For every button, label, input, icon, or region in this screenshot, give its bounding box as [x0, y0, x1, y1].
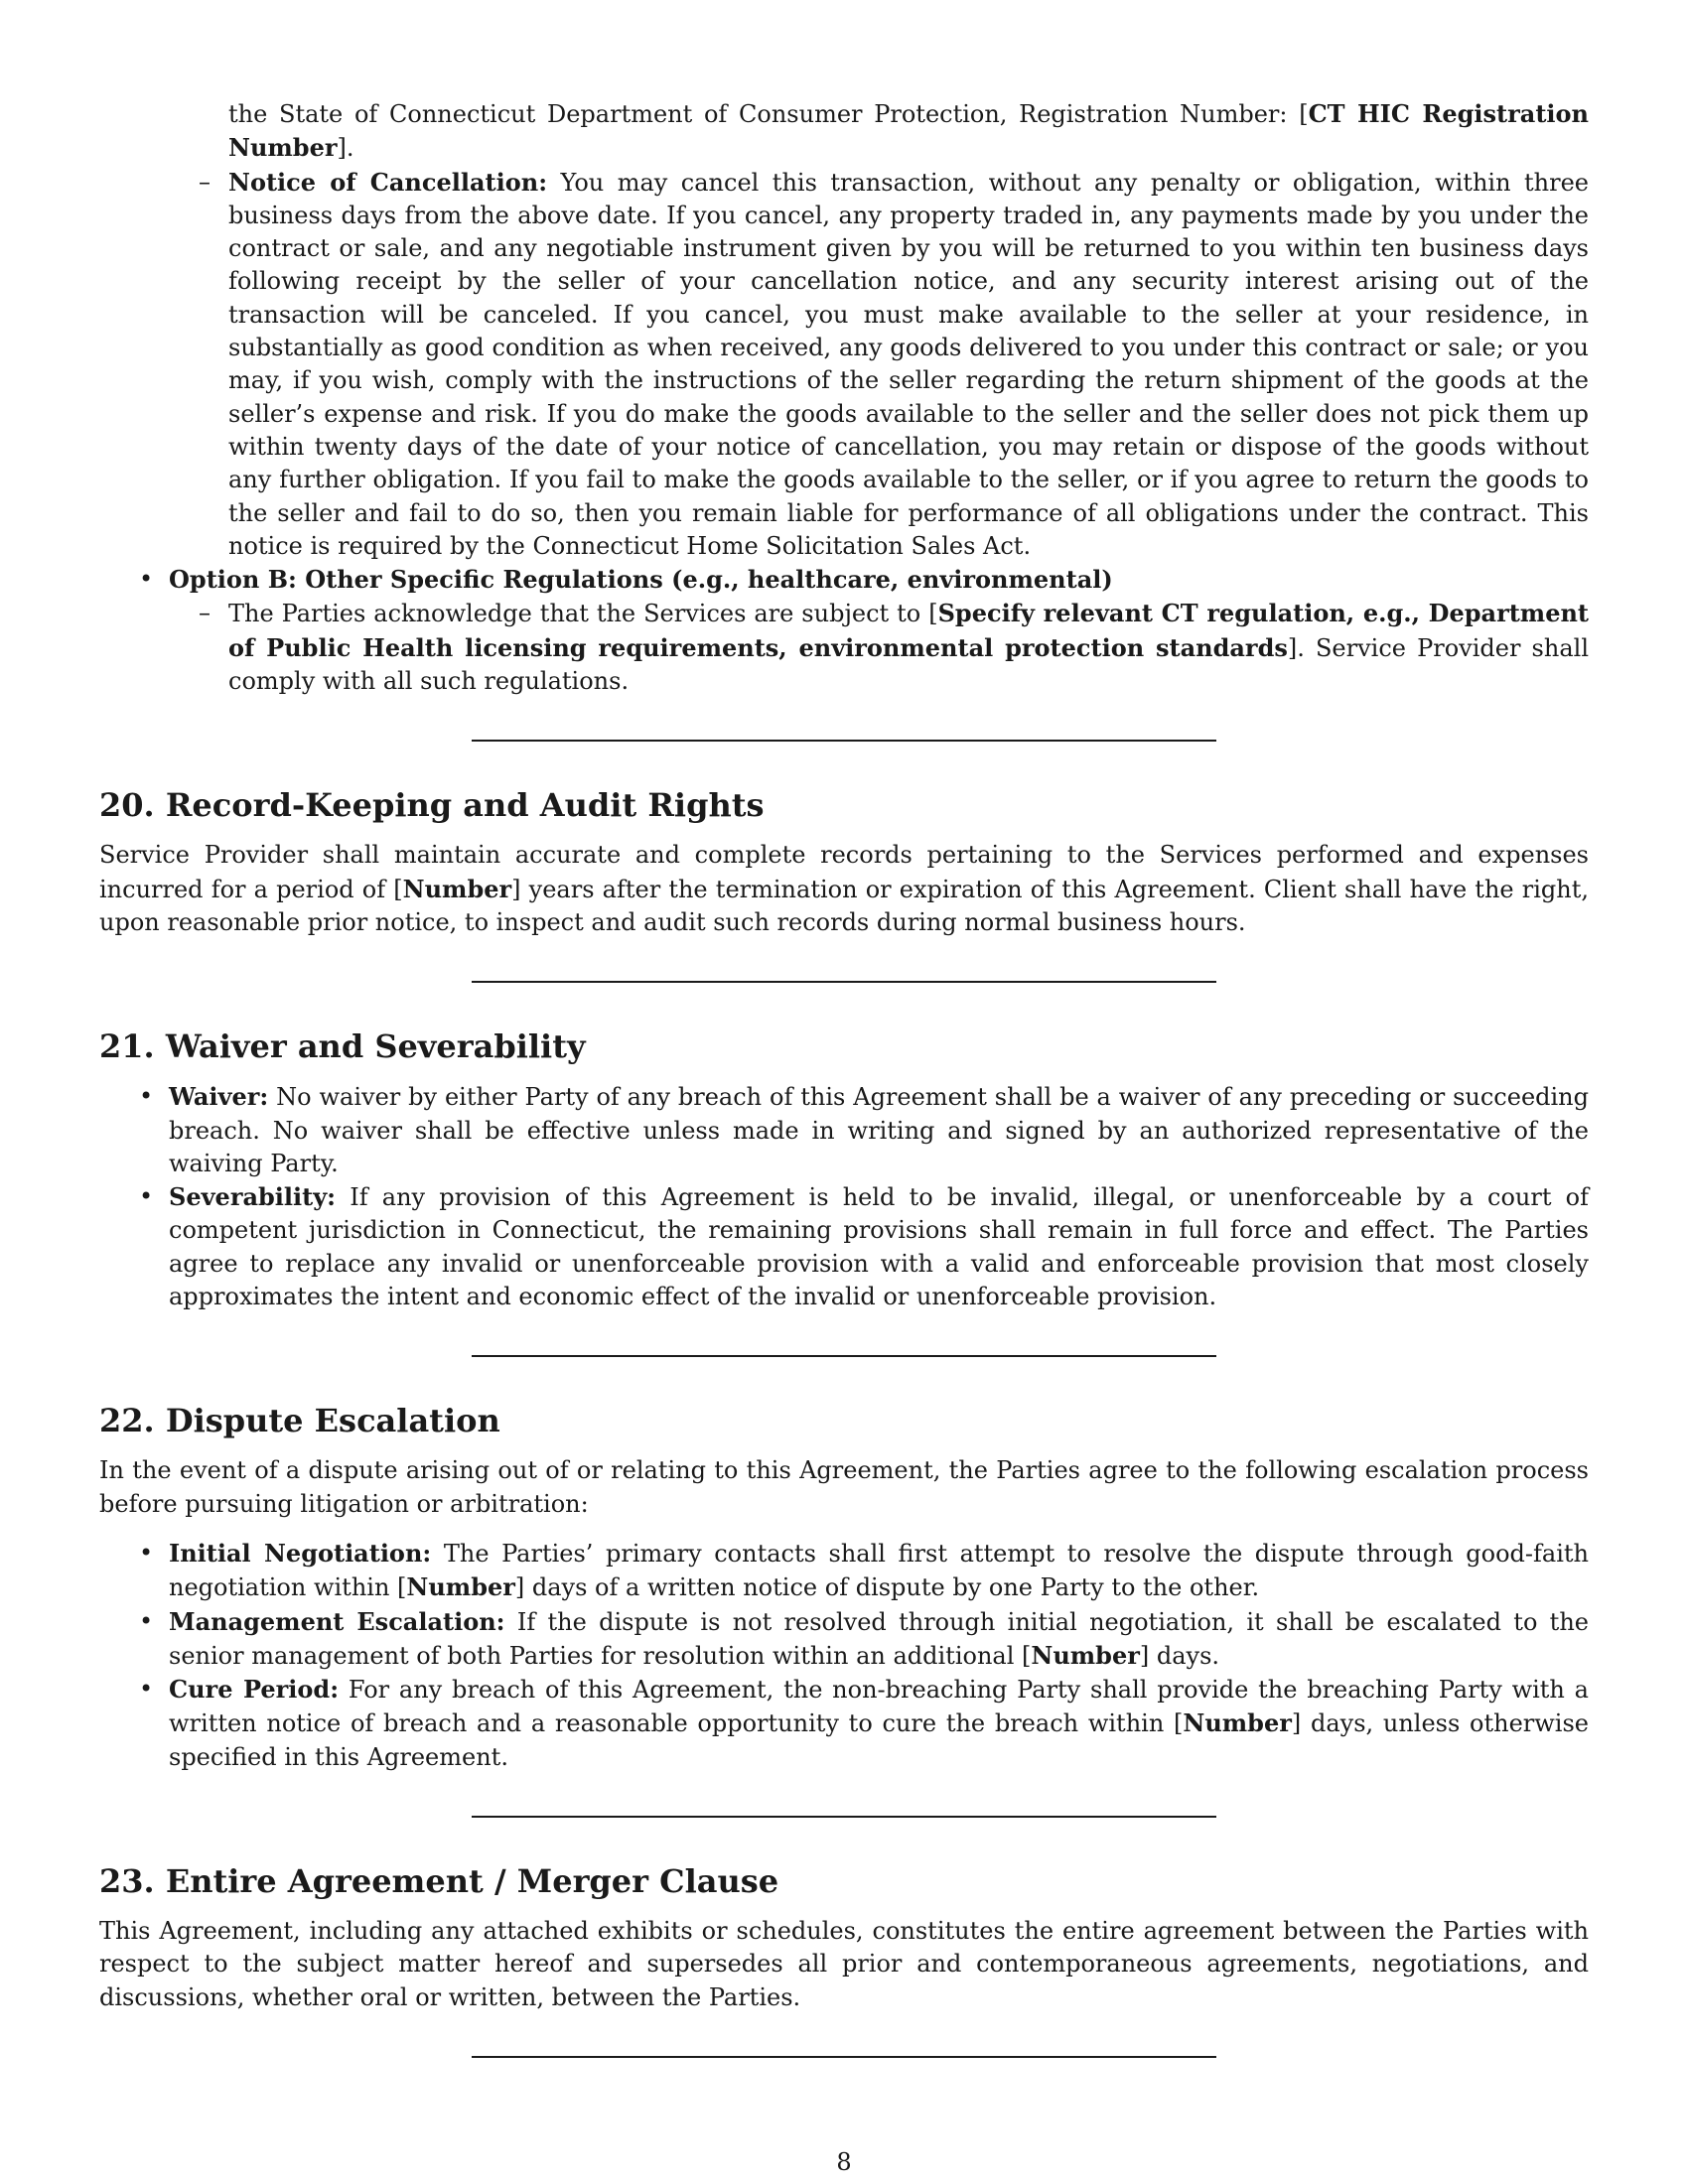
item-text: The Parties acknowledge that the Services are subject to [: [228, 600, 938, 628]
placeholder-number: Number: [402, 874, 512, 903]
item-text: For any breach of this Agreement, the non-breaching Party shall provide the breaching Party with a written notice of breach and a reasonable opportunity to cure the breach within [: [169, 1676, 1589, 1738]
section-divider: [472, 1816, 1216, 1818]
sublist-notice: [99, 166, 1589, 564]
list-item-option-b-detail: [199, 597, 1589, 698]
sublist-option-b: [99, 597, 1589, 698]
list-item-severability: [139, 1180, 1589, 1313]
list-item-initial-negotiation: [139, 1537, 1589, 1605]
section-heading-23: 23. Entire Agreement / Merger Clause: [99, 1861, 779, 1900]
fragment-end: ].: [337, 134, 354, 163]
section-heading-22: 22. Dispute Escalation: [99, 1402, 500, 1440]
list-option-b: [99, 563, 1589, 597]
section-20-paragraph: [99, 839, 1589, 939]
section-divider: [472, 740, 1216, 742]
list-item-management-escalation: [139, 1605, 1589, 1674]
section-22-intro: In the event of a dispute arising out of or relating to this Agreement, the Parties agree to the following escalation process before pursuing litigation or arbitration:: [99, 1456, 1589, 1518]
section-divider: [472, 2056, 1216, 2058]
list-section-22: [99, 1537, 1589, 1774]
item-label: Management Escalation:: [169, 1606, 505, 1636]
dash-marker: –: [199, 599, 211, 627]
bullet-marker: •: [139, 1606, 154, 1635]
item-label: Waiver:: [169, 1082, 269, 1112]
section-divider: [472, 981, 1216, 983]
list-item-notice-of-cancellation: [199, 166, 1589, 564]
continued-paragraph: [228, 97, 1589, 166]
dash-marker: –: [199, 167, 211, 196]
item-label: Notice of Cancellation:: [228, 167, 548, 197]
item-text: You may cancel this transaction, without any penalty or obligation, within three business days from the above date. If you cancel, any property traded in, any payments made by you under the contract or sale, and any negotiable instrument given by you will be returned to you within ten business days following receipt by the seller of your cancellation notice, and any security interest arising out of the transaction will be canceled. If you cancel, you must make available to the seller at your residence, in substantially as good condition as when received, any goods delivered to you under this contract or sale; or you may, if you wish, comply with the instructions of the seller regarding the return shipment of the goods at the seller’s expense and risk. If you do make the goods available to the seller and the seller does not pick them up within twenty days of the date of your notice of cancellation, you may retain or dispose of the goods without any further obligation. If you fail to make the goods available to the seller, or if you agree to return the goods to the seller and fail to do so, then you remain liable for performance of all obligations under the contract. This notice is required by the Connecticut Home Solicitation Sales Act.: [228, 168, 1589, 560]
item-label: Initial Negotiation:: [169, 1538, 432, 1568]
section-23-paragraph: This Agreement, including any attached exhibits or schedules, constitutes the entire agreement between the Parties with respect to the subject matter hereof and supersedes all prior and contemporaneous agreements, negotiations, and discussions, whether oral or written, between the Parties.: [99, 1916, 1589, 2011]
list-section-21: [99, 1080, 1589, 1313]
paragraph-text-end: ] years after the termination or expiration of this Agreement. Client shall have the right, upon reasonable prior notice, to inspect and audit such records during normal business hours.: [99, 875, 1590, 936]
paragraph-text: Service Provider shall maintain accurate and complete records pertaining to the Services performed and expenses incurred for a period of [: [99, 841, 1589, 903]
bullet-marker: •: [139, 1675, 154, 1704]
item-text-end: ] days, unless otherwise specified in this Agreement.: [169, 1709, 1590, 1771]
section-divider: [472, 1355, 1216, 1357]
item-text: The Parties’ primary contacts shall first attempt to resolve the dispute through good-faith negotiation within [: [169, 1539, 1589, 1602]
item-text: If any provision of this Agreement is held to be invalid, illegal, or unenforceable by a court of competent jurisdiction in Connecticut, the remaining provisions shall remain in full force and effect. The Parties agree to replace any invalid or unenforceable provision with a valid and enforceable provision that most closely approximates the intent and economic effect of the invalid or unenforceable provision.: [169, 1183, 1589, 1311]
placeholder-registration-number: CT HIC Registration Number: [228, 99, 1589, 163]
bullet-marker: •: [139, 1082, 154, 1111]
bullet-marker: •: [139, 1538, 154, 1567]
item-text-end: ]. Service Provider shall comply with all such regulations.: [228, 633, 1589, 696]
bullet-marker: •: [139, 565, 154, 594]
item-label: Cure Period:: [169, 1675, 340, 1705]
item-text-end: ] days.: [1139, 1641, 1220, 1670]
placeholder-number: Number: [1183, 1708, 1292, 1738]
placeholder-regulation: Specify relevant CT regulation, e.g., Department of Public Health licensing requirements, environmental protection standards: [228, 599, 1589, 662]
list-item-cure-period: [139, 1673, 1590, 1774]
placeholder-number: Number: [406, 1572, 515, 1602]
section-heading-21: 21. Waiver and Severability: [99, 1027, 586, 1066]
bullet-marker: •: [139, 1182, 154, 1211]
item-label: Severability:: [169, 1182, 337, 1212]
placeholder-number: Number: [1031, 1640, 1140, 1670]
item-text: No waiver by either Party of any breach of this Agreement shall be a waiver of any preceding or succeeding breach. No waiver shall be effective unless made in writing and signed by an authorized representative of the waiving Party.: [169, 1083, 1589, 1177]
section-heading-20: 20. Record-Keeping and Audit Rights: [99, 786, 765, 825]
item-text: If the dispute is not resolved through initial negotiation, it shall be escalated to the senior management of both Parties for resolution within an additional [: [169, 1607, 1589, 1670]
page-number: 8: [836, 2148, 852, 2176]
list-item-waiver: [139, 1080, 1589, 1180]
fragment-text: the State of Connecticut Department of Consumer Protection, Registration Number: [: [228, 100, 1309, 128]
list-item-option-b: [139, 563, 1589, 597]
item-text-end: ] days of a written notice of dispute by one Party to the other.: [514, 1573, 1260, 1602]
page-content: [99, 97, 1589, 2058]
item-label: Option B: Other Specific Regulations (e.g., healthcare, environmental): [169, 565, 1113, 595]
